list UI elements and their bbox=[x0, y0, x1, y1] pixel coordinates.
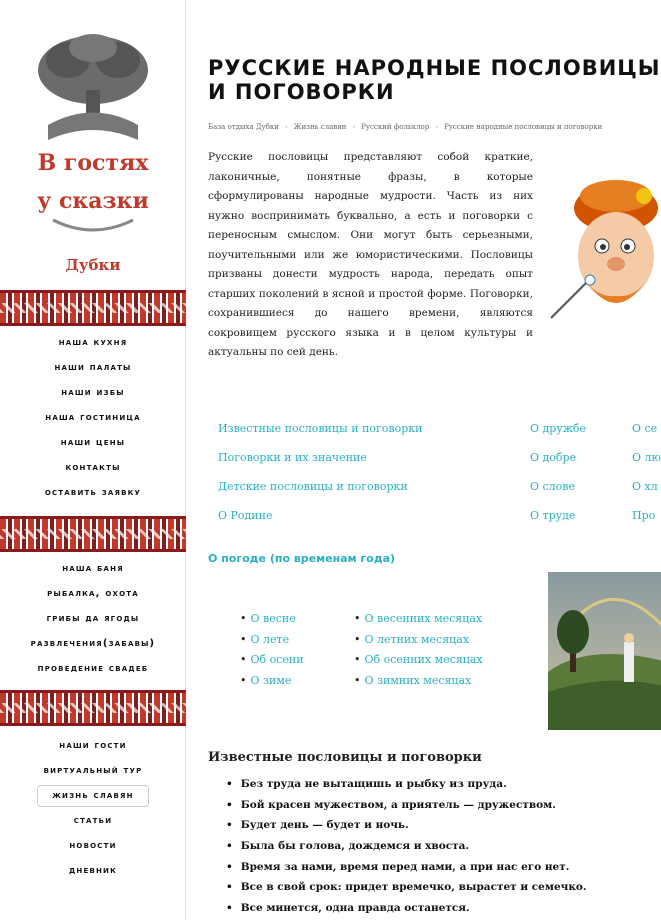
sidebar bbox=[0, 0, 186, 920]
month-link[interactable]: • О летних месяцах bbox=[354, 630, 483, 651]
season-link[interactable]: • Об осени bbox=[240, 650, 304, 671]
menu-item[interactable]: статьи bbox=[73, 815, 113, 826]
topic-link[interactable]: О дружбе bbox=[530, 422, 587, 435]
breadcrumb-separator-icon: › bbox=[352, 123, 356, 131]
topic-link[interactable]: О хл bbox=[632, 480, 658, 493]
svg-text:В гостях: В гостях bbox=[37, 150, 149, 176]
season-list bbox=[240, 609, 304, 691]
menu-item[interactable]: рыбалка, охота bbox=[47, 588, 139, 599]
menu-item[interactable]: наша гостиница bbox=[45, 412, 141, 423]
menu-item[interactable]: развлечения(забавы) bbox=[30, 638, 156, 649]
topic-link[interactable]: Поговорки и их значение bbox=[218, 451, 367, 464]
landscape-painting-image bbox=[548, 572, 661, 730]
month-link[interactable]: • О зимних месяцах bbox=[354, 671, 483, 692]
menu-item[interactable]: наша кухня bbox=[58, 337, 128, 348]
svg-text:Дубки: Дубки bbox=[65, 256, 121, 274]
menu-item[interactable]: виртуальный тур bbox=[43, 765, 143, 776]
ornament-divider bbox=[0, 690, 186, 726]
month-list bbox=[354, 609, 483, 691]
proverb-item: • Время за нами, время перед нами, а при нас его нет. bbox=[226, 857, 587, 878]
menu-item[interactable]: грибы да ягоды bbox=[46, 613, 140, 624]
proverbs-heading: Известные пословицы и поговорки bbox=[208, 750, 482, 765]
breadcrumb-current: Русские народные пословицы и поговорки bbox=[444, 123, 603, 131]
weather-heading-link[interactable]: О погоде (по временам года) bbox=[208, 552, 396, 565]
topic-links-col2 bbox=[530, 414, 586, 530]
folk-character-image bbox=[546, 168, 661, 338]
menu-item[interactable]: наши избы bbox=[61, 387, 125, 398]
menu-item[interactable]: наши палаты bbox=[54, 362, 132, 373]
topic-link[interactable]: Известные пословицы и поговорки bbox=[218, 422, 423, 435]
proverb-item: • Все в свой срок: придет времечко, вырастет и семечко. bbox=[226, 877, 587, 898]
breadcrumb-item[interactable]: Русский фольклор bbox=[361, 123, 430, 131]
menu-item[interactable]: контакты bbox=[65, 462, 121, 473]
menu-item[interactable]: новости bbox=[69, 840, 117, 851]
breadcrumb-item[interactable]: Жизнь славян bbox=[293, 123, 347, 131]
menu-main bbox=[0, 330, 186, 505]
menu-item[interactable]: наша баня bbox=[62, 563, 124, 574]
menu-item-label: жизнь славян bbox=[37, 785, 148, 807]
tree-icon bbox=[38, 34, 148, 140]
breadcrumb-separator-icon: › bbox=[284, 123, 288, 131]
ornament-divider bbox=[0, 290, 186, 326]
topic-link[interactable]: О Родине bbox=[218, 509, 273, 522]
menu-item[interactable]: наши цены bbox=[60, 437, 126, 448]
proverb-item: • Без труда не вытащишь и рыбку из пруда. bbox=[226, 774, 587, 795]
topic-link[interactable]: О слове bbox=[530, 480, 575, 493]
proverb-item: • Все минется, одна правда останется. bbox=[226, 898, 587, 919]
ornament-divider bbox=[0, 516, 186, 552]
menu-leisure bbox=[0, 556, 186, 681]
topic-link[interactable]: О добре bbox=[530, 451, 577, 464]
breadcrumb bbox=[208, 123, 602, 131]
logo[interactable] bbox=[28, 30, 158, 280]
proverb-item: • Была бы голова, дождемся и хвоста. bbox=[226, 836, 587, 857]
month-link[interactable]: • О весенних месяцах bbox=[354, 609, 483, 630]
menu-item-active[interactable] bbox=[0, 783, 186, 808]
topic-link[interactable]: О лю bbox=[632, 451, 661, 464]
topic-links-col1 bbox=[218, 414, 422, 530]
menu-item[interactable]: наши гости bbox=[59, 740, 127, 751]
main-content bbox=[208, 0, 661, 920]
page-title: РУССКИЕ НАРОДНЫЕ ПОСЛОВИЦЫ И ПОГОВОРКИ bbox=[208, 56, 661, 104]
proverbs-list bbox=[226, 774, 587, 919]
season-link[interactable]: • О лете bbox=[240, 630, 304, 651]
menu-item[interactable]: оставить заявку bbox=[44, 487, 142, 498]
season-link[interactable]: • О весне bbox=[240, 609, 304, 630]
menu-item[interactable]: проведение свадеб bbox=[37, 663, 149, 674]
month-link[interactable]: • Об осенних месяцах bbox=[354, 650, 483, 671]
topic-links-col3 bbox=[632, 414, 661, 530]
proverb-item: • Бой красен мужеством, а приятель — дружеством. bbox=[226, 795, 587, 816]
intro-text: Русские пословицы представляют собой краткие, лаконичные, понятные фразы, в которые сформулированы народные мудрости. Часть из них нужно воспринимать буквально, а есть и поговорки с переносным смыслом. Они могут быть серьезными, поучительными или же юмористическими. Пословицы призваны донести мудрость народа, передать опыт старших поколений в ясной и простой форме. Поговорки, сохранившиеся до нашего времени, являются сокровищем русского языка и в целом культуры и актуальны по сей день. bbox=[208, 151, 533, 358]
season-link[interactable]: • О зиме bbox=[240, 671, 304, 692]
menu-item[interactable]: дневник bbox=[68, 865, 118, 876]
topic-link[interactable]: О се bbox=[632, 422, 658, 435]
menu-info bbox=[0, 733, 186, 883]
topic-link[interactable]: О труде bbox=[530, 509, 576, 522]
proverb-item: • Будет день — будет и ночь. bbox=[226, 815, 587, 836]
topic-link[interactable]: Про bbox=[632, 509, 656, 522]
breadcrumb-separator-icon: › bbox=[435, 123, 439, 131]
svg-text:у сказки: у сказки bbox=[37, 188, 149, 214]
breadcrumb-item[interactable]: База отдыха Дубки bbox=[208, 123, 279, 131]
topic-link[interactable]: Детские пословицы и поговорки bbox=[218, 480, 408, 493]
